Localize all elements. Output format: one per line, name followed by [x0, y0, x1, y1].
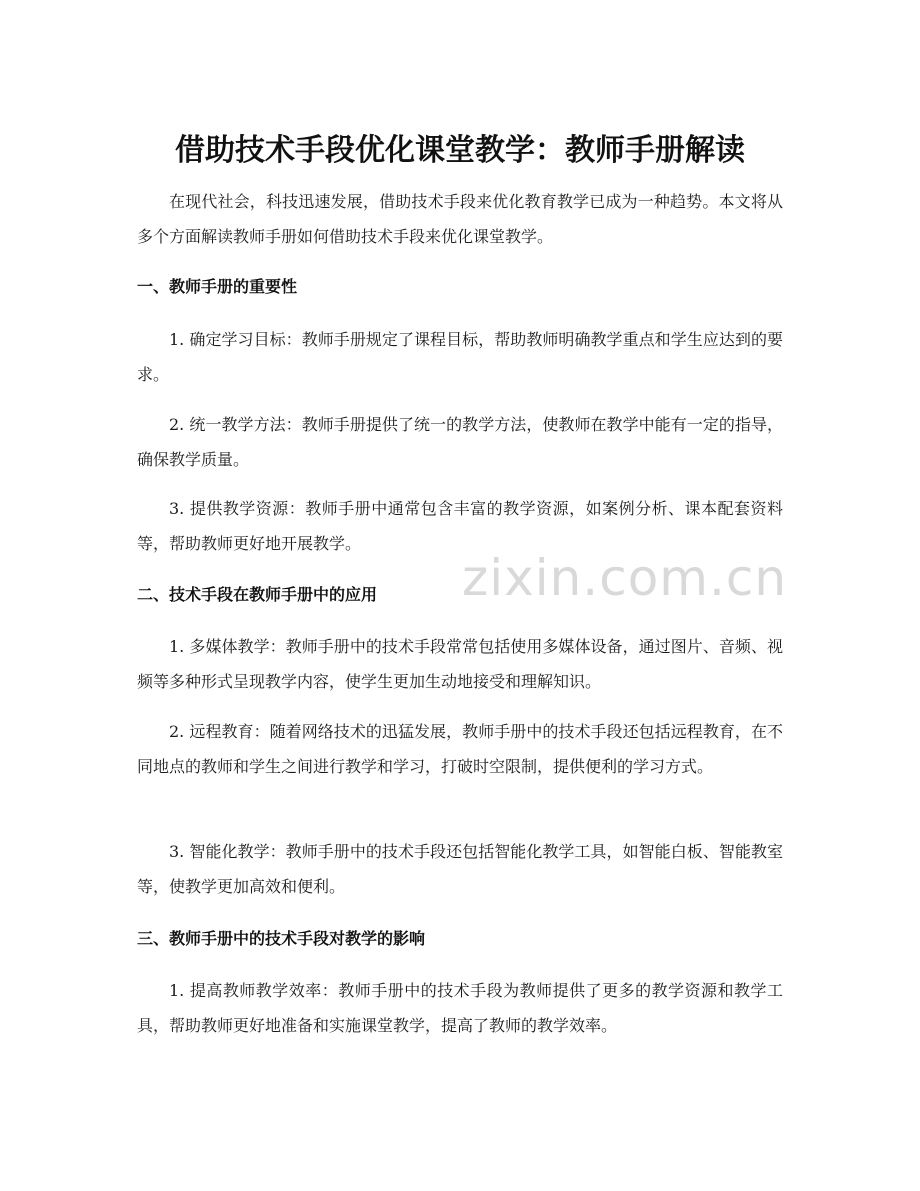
section-heading-1: 一、教师手册的重要性: [137, 277, 298, 296]
section-3-item-1: 1. 提高教师教学效率：教师手册中的技术手段为教师提供了更多的教学资源和教学工具，帮助教师更好地准备和实施课堂教学，提高了教师的教学效率。: [137, 981, 783, 1035]
intro-paragraph: 在现代社会，科技迅速发展，借助技术手段来优化教育教学已成为一种趋势。本文将从多个方面解读教师手册如何借助技术手段来优化课堂教学。: [137, 192, 783, 246]
section-1-item-2: 2. 统一教学方法：教师手册提供了统一的教学方法，使教师在教学中能有一定的指导，确保教学质量。: [137, 415, 783, 469]
document-title: 借助技术手段优化课堂教学：教师手册解读: [175, 133, 745, 169]
section-2-item-1: 1. 多媒体教学：教师手册中的技术手段常常包括使用多媒体设备，通过图片、音频、视频等多种形式呈现教学内容，使学生更加生动地接受和理解知识。: [137, 637, 783, 691]
section-1-item-3: 3. 提供教学资源：教师手册中通常包含丰富的教学资源，如案例分析、课本配套资料等，帮助教师更好地开展教学。: [137, 499, 783, 553]
section-heading-3: 三、教师手册中的技术手段对教学的影响: [137, 929, 426, 948]
section-1-item-1: 1. 确定学习目标：教师手册规定了课程目标，帮助教师明确教学重点和学生应达到的要求。: [137, 330, 783, 384]
section-2-item-2: 2. 远程教育：随着网络技术的迅猛发展，教师手册中的技术手段还包括远程教育，在不同地点的教师和学生之间进行教学和学习，打破时空限制，提供便利的学习方式。: [137, 722, 783, 776]
section-heading-2: 二、技术手段在教师手册中的应用: [137, 585, 378, 604]
watermark-text: zixin.com.cn: [462, 549, 788, 607]
section-2-item-3: 3. 智能化教学：教师手册中的技术手段还包括智能化教学工具，如智能白板、智能教室等，使教学更加高效和便利。: [137, 842, 783, 896]
